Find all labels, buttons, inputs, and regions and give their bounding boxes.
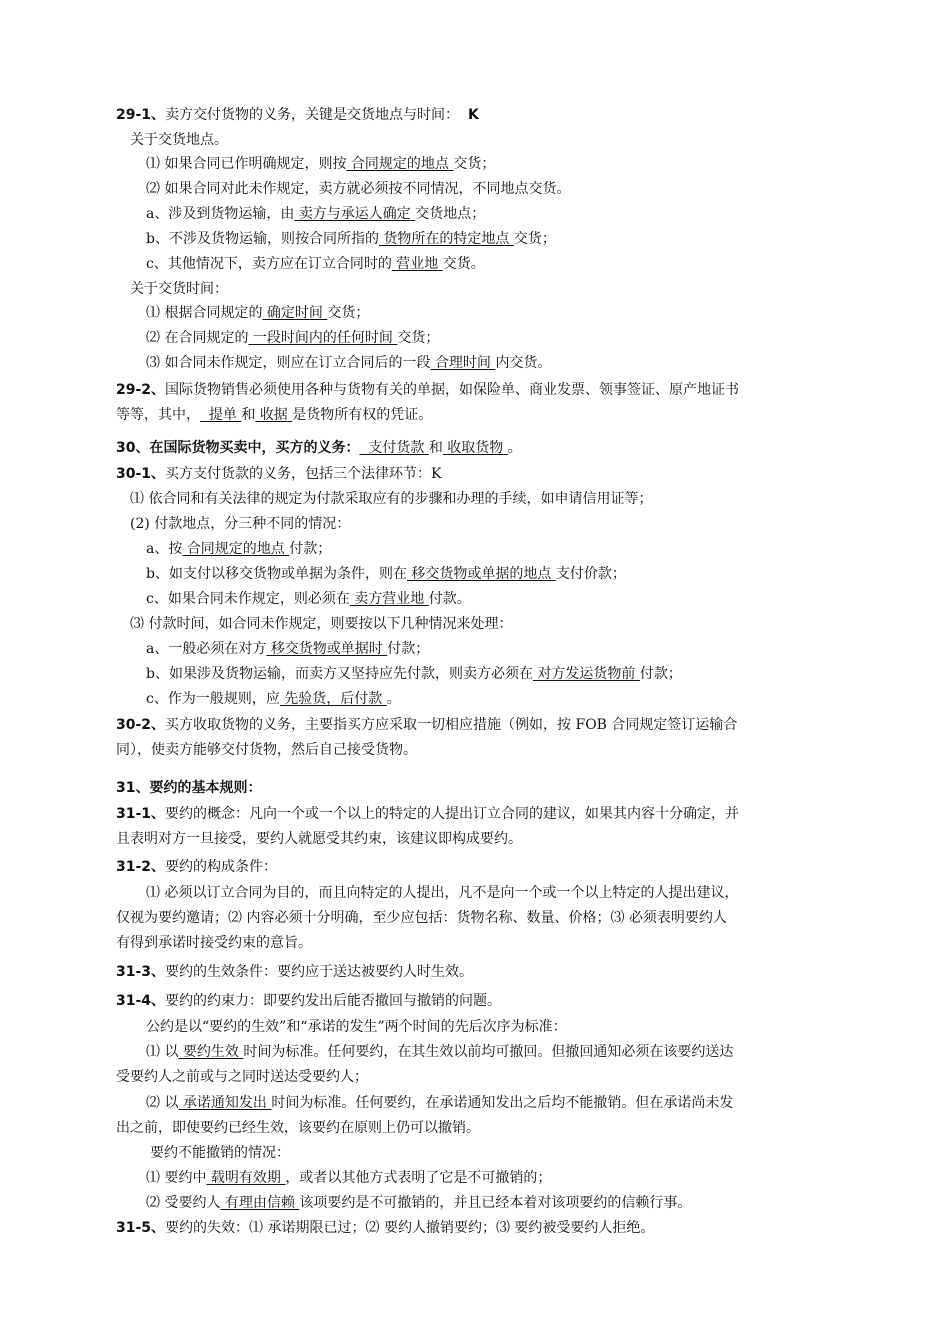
- heading-30: 30、在国际货物买卖中，买方的义务： 支付货款 和 收取货物 。: [116, 440, 522, 456]
- line-29-2-cont: 等等，其中， 提单 和 收据 是货物所有权的凭证。: [116, 407, 433, 423]
- list-item: ⑶ 付款时间，如合同未作规定，则要按以下几种情况来处理：: [130, 616, 513, 632]
- line-30-2-cont: 同），使卖方能够交付货物，然后自己接受货物。: [116, 742, 417, 758]
- paragraph: 仅视为要约邀请；⑵ 内容必须十分明确，至少应包括：货物名称、数量、价格；⑶ 必须表明要约人: [116, 910, 727, 926]
- line-30-2: 30-2、买方收取货物的义务，主要指买方应采取一切相应措施（例如，按 FOB 合同规定签订运输合: [116, 717, 738, 733]
- fill-blank: 先验货，后付款: [284, 691, 383, 707]
- fill-blank: 营业地: [396, 256, 439, 272]
- line-31-3: 31-3、要约的生效条件：要约应于送达被要约人时生效。: [116, 964, 474, 980]
- list-item: a、按 合同规定的地点 付款；: [146, 541, 332, 557]
- line-30-1: 30-1、买方支付货款的义务，包括三个法律环节：K: [116, 466, 442, 482]
- list-item: ⑵ 在合同规定的 一段时间内的任何时间 交货；: [146, 330, 440, 346]
- list-item: ⑴ 依合同和有关法律的规定为付款采取应有的步骤和办理的手续，如申请信用证等；: [130, 491, 653, 507]
- fill-blank: 一段时间内的任何时间: [252, 330, 393, 346]
- list-item: (2) 付款地点，分三种不同的情况：: [130, 516, 351, 532]
- paragraph: ⑴ 必须以订立合同为目的，而且向特定的人提出，凡不是向一个或一个以上特定的人提出建议，: [146, 885, 739, 901]
- list-item: ⑴ 根据合同规定的 确定时间 交货；: [146, 305, 370, 321]
- heading-delivery-place: 关于交货地点。: [130, 132, 228, 148]
- paragraph: 出之前，即使要约已经生效，该要约在原则上仍可以撤销。: [116, 1120, 480, 1136]
- line-31-5: 31-5、要约的失效：⑴ 承诺期限已过；⑵ 要约人撤销要约；⑶ 要约被受要约人拒绝。: [116, 1220, 655, 1236]
- paragraph: 公约是以“要约的生效”和“承诺的发生”两个时间的先后次序为标准：: [146, 1019, 567, 1035]
- line-31-1: 31-1、要约的概念：凡向一个或一个以上的特定的人提出订立合同的建议，如果其内容十分确定，并: [116, 806, 740, 822]
- list-item: ⑶ 如合同未作规定，则应在订立合同后的一段 合理时间 内交货。: [146, 355, 552, 371]
- line-31-2: 31-2、要约的构成条件：: [116, 859, 278, 875]
- list-item: a、涉及到货物运输，由 卖方与承运人确定 交货地点；: [146, 206, 486, 222]
- line-31-4: 31-4、要约的约束力：即要约发出后能否撤回与撤销的问题。: [116, 993, 502, 1009]
- fill-blank: 合同规定的地点: [186, 541, 285, 557]
- paragraph: ⑵ 以 承诺通知发出 时间为标准。任何要约，在承诺通知发出之后均不能撤销。但在承诺尚未发: [146, 1095, 734, 1111]
- fill-blank: 载明有效期: [210, 1170, 281, 1186]
- fill-blank: 支付货款: [368, 440, 425, 456]
- paragraph: 受要约人之前或与之同时送达受要约人；: [116, 1069, 368, 1085]
- list-item: ⑵ 受要约人 有理由信赖 该项要约是不可撤销的，并且已经本着对该项要约的信赖行事。: [146, 1195, 692, 1211]
- fill-blank: 合理时间: [434, 355, 491, 371]
- fill-blank: 对方发运货物前: [537, 666, 636, 682]
- fill-blank: 收取货物: [447, 440, 504, 456]
- fill-blank: 货物所在的特定地点: [383, 231, 510, 247]
- list-item: a、一般必须在对方 移交货物或单据时 付款；: [146, 641, 430, 657]
- fill-blank: 合同规定的地点: [350, 156, 449, 172]
- heading-irrevocable: 要约不能撤销的情况：: [150, 1145, 290, 1161]
- fill-blank: 卖方与承运人确定: [298, 206, 411, 222]
- list-item: c、如果合同未作规定，则必须在 卖方营业地 付款。: [146, 591, 471, 607]
- fill-blank: 移交货物或单据时: [270, 641, 383, 657]
- list-item: ⑴ 如果合同已作明确规定，则按 合同规定的地点 交货；: [146, 156, 496, 172]
- list-item: c、其他情况下，卖方应在订立合同时的 营业地 交货。: [146, 256, 485, 272]
- line-31-1-cont: 且表明对方一旦接受，要约人就愿受其约束，该建议即构成要约。: [116, 831, 522, 847]
- fill-blank: 承诺通知发出: [182, 1095, 267, 1111]
- fill-blank: 卖方营业地: [354, 591, 425, 607]
- fill-blank: 有理由信赖: [224, 1195, 295, 1211]
- line-29-1: 29-1、卖方交付货物的义务，关键是交货地点与时间： K: [116, 107, 479, 123]
- line-29-2: 29-2、国际货物销售必须使用各种与货物有关的单据，如保险单、商业发票、领事签证、原产地证书: [116, 382, 740, 398]
- fill-blank: 要约生效: [182, 1044, 239, 1060]
- fill-blank: 移交货物或单据的地点: [411, 566, 552, 582]
- list-item: b、如果涉及货物运输，而卖方又坚持应先付款，则卖方必须在 对方发运货物前 付款；: [146, 666, 682, 682]
- list-item: ⑴ 要约中 载明有效期 ，或者以其他方式表明了它是不可撤销的；: [146, 1170, 552, 1186]
- paragraph: 有得到承诺时接受约束的意旨。: [116, 935, 312, 951]
- list-item: b、如支付以移交货物或单据为条件，则在 移交货物或单据的地点 支付价款；: [146, 566, 626, 582]
- heading-delivery-time: 关于交货时间：: [130, 281, 228, 297]
- heading-31: 31、要约的基本规则：: [116, 780, 262, 796]
- fill-blank: 收据: [259, 407, 288, 423]
- paragraph: ⑴ 以 要约生效 时间为标准。任何要约，在其生效以前均可撤回。但撤回通知必须在该要约送达: [146, 1044, 734, 1060]
- fill-blank: 确定时间: [266, 305, 323, 321]
- list-item: b、不涉及货物运输，则按合同所指的 货物所在的特定地点 交货；: [146, 231, 556, 247]
- list-item: ⑵ 如果合同对此未作规定，卖方就必须按不同情况，不同地点交货。: [146, 181, 571, 197]
- list-item: c、作为一般规则，应 先验货，后付款 。: [146, 691, 401, 707]
- fill-blank: 提单: [208, 407, 237, 423]
